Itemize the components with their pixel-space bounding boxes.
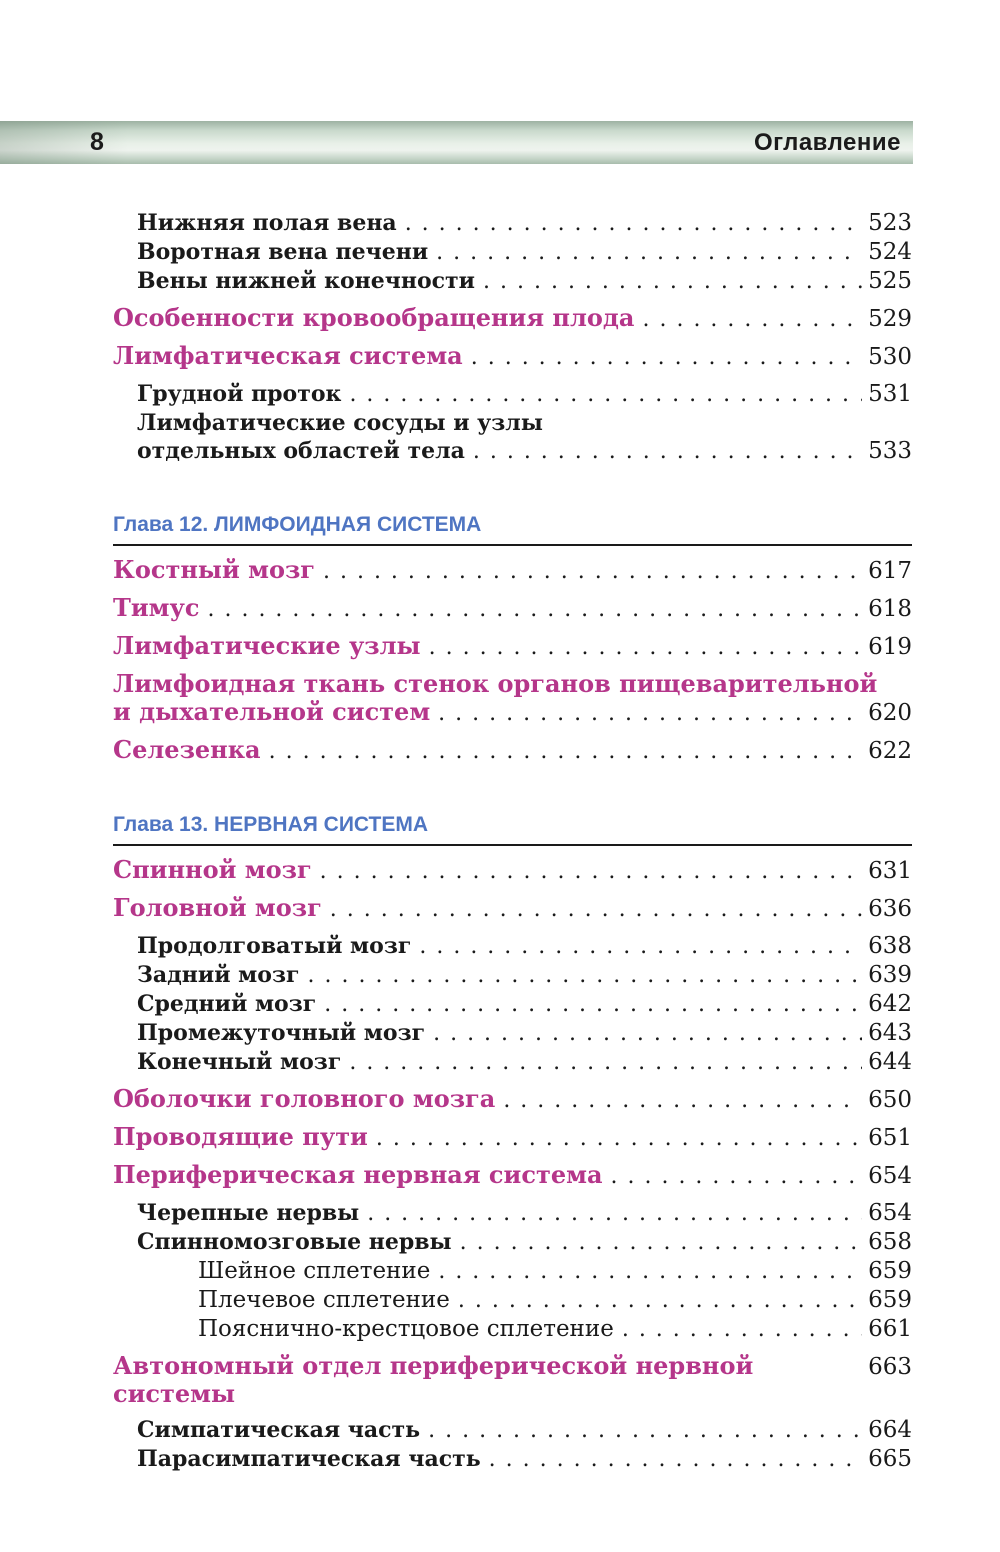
toc-entry-row (113, 736, 912, 766)
toc-entry-row (113, 670, 912, 698)
toc-entry-label: отдельных областей тела (137, 438, 465, 464)
toc-entry-label: Лимфатическая система (113, 341, 463, 370)
toc-entry (113, 209, 912, 238)
toc-entry-label: Спинномозговые нервы (137, 1229, 452, 1255)
toc-entry (113, 990, 912, 1019)
toc-entry-page: 651 (868, 1125, 912, 1151)
toc-entry-label: Симпатическая часть (137, 1417, 421, 1443)
dot-leader (349, 1049, 862, 1077)
toc-entry (113, 594, 912, 624)
toc-entry-label: Средний мозг (137, 991, 317, 1017)
toc-entry-page: 665 (868, 1446, 912, 1472)
toc-entry-row (113, 1161, 912, 1191)
toc-entry-label: и дыхательной систем (113, 697, 431, 726)
toc-entry (113, 1257, 912, 1286)
dot-leader (324, 991, 862, 1019)
dot-leader (489, 1446, 862, 1474)
toc-entry-page: 659 (868, 1287, 912, 1313)
toc-entry-page: 659 (868, 1258, 912, 1284)
toc-entry-label: Проводящие пути (113, 1122, 368, 1151)
dot-leader (269, 738, 862, 766)
chapter-rule (113, 544, 912, 546)
toc-entry-row (113, 1123, 912, 1153)
dot-leader (438, 1258, 862, 1286)
toc-entry-page: 642 (868, 991, 912, 1017)
toc-entry-label: Особенности кровообращения плода (113, 303, 635, 332)
toc-entry-row (198, 1257, 912, 1286)
toc-entry-row (137, 1048, 912, 1077)
toc-entry-label: Тимус (113, 593, 200, 622)
toc-entry-label: Плечевое сплетение (198, 1287, 450, 1313)
toc-entry (113, 409, 912, 466)
toc-entry-page: 654 (868, 1200, 912, 1226)
page-number: 8 (90, 128, 104, 156)
toc-entry (113, 1228, 912, 1257)
toc-entry (113, 304, 912, 334)
toc-entry (113, 1085, 912, 1115)
toc-entry-page: 650 (868, 1087, 912, 1113)
dot-leader (471, 344, 862, 372)
toc-entry (113, 932, 912, 961)
toc-entry-row (113, 856, 912, 886)
toc-entry-label: Пояснично-крестцовое сплетение (198, 1316, 614, 1342)
dot-leader (473, 438, 862, 466)
toc-entry-row (137, 961, 912, 990)
toc-entry (113, 961, 912, 990)
toc-entry-page: 525 (868, 268, 912, 294)
toc-entry-row (137, 1199, 912, 1228)
toc-entry-row (113, 342, 912, 372)
page-header-title: Оглавление (754, 128, 901, 156)
toc-entry-row (113, 1352, 912, 1408)
dot-leader (207, 596, 862, 624)
dot-leader (622, 1316, 862, 1344)
toc-list (113, 209, 912, 1474)
chapter-heading: Глава 13. НЕРВНАЯ СИСТЕМА (113, 813, 429, 836)
toc-entry-page: 529 (868, 306, 912, 332)
toc-entry-page: 638 (868, 933, 912, 959)
toc-entry-row (137, 238, 912, 267)
toc-entry (113, 1048, 912, 1077)
toc-entry-label: Оболочки головного мозга (113, 1084, 496, 1113)
dot-leader (611, 1163, 863, 1191)
toc-entry-page: 639 (868, 962, 912, 988)
toc-entry-row (137, 437, 912, 466)
toc-entry-row (113, 594, 912, 624)
toc-entry-label: Шейное сплетение (198, 1258, 431, 1284)
toc-entry-page: 619 (868, 634, 912, 660)
dot-leader (483, 268, 862, 296)
toc-entry (113, 1161, 912, 1191)
toc-entry-label: Костный мозг (113, 555, 315, 584)
toc-entry (113, 736, 912, 766)
toc-entry-page: 654 (868, 1163, 912, 1189)
dot-leader (376, 1125, 862, 1153)
toc-entry-page: 617 (868, 558, 912, 584)
toc-entry (113, 1315, 912, 1344)
toc-entry-row (137, 1445, 912, 1474)
toc-entry-row (113, 304, 912, 334)
toc-entry (113, 556, 912, 586)
toc-entry-page: 661 (868, 1316, 912, 1342)
toc-entry-row (113, 698, 912, 728)
dot-leader (458, 1287, 862, 1315)
dot-leader (429, 634, 862, 662)
page-header-bar (0, 121, 913, 164)
toc-entry (113, 267, 912, 296)
toc-entry-page: 531 (868, 381, 912, 407)
toc-entry-row (113, 556, 912, 586)
toc-entry-label: Нижняя полая вена (137, 210, 397, 236)
toc-entry-label: Воротная вена печени (137, 239, 429, 265)
toc-entry-row (137, 1019, 912, 1048)
toc-entry (113, 632, 912, 662)
dot-leader (323, 558, 862, 586)
toc-entry-label: Лимфоидная ткань стенок органов пищеварительной (113, 669, 878, 698)
toc-entry-label: Вены нижней конечности (137, 268, 476, 294)
chapter-heading: Глава 12. ЛИМФОИДНАЯ СИСТЕМА (113, 513, 482, 536)
toc-entry (113, 670, 912, 728)
toc-entry-row (113, 632, 912, 662)
toc-entry-label: Черепные нервы (137, 1200, 360, 1226)
toc-entry-label: Периферическая нервная система (113, 1160, 603, 1189)
toc-entry-page: 663 (868, 1354, 912, 1380)
toc-entry-row (137, 380, 912, 409)
toc-entry (113, 1019, 912, 1048)
toc-entry (113, 238, 912, 267)
toc-entry (113, 856, 912, 886)
dot-leader (503, 1087, 862, 1115)
toc-entry (113, 1416, 912, 1445)
toc-entry-label: Промежуточный мозг (137, 1020, 426, 1046)
dot-leader (405, 210, 862, 238)
toc-entry-page: 533 (868, 438, 912, 464)
dot-leader (433, 1020, 862, 1048)
toc-entry-label: Продолговатый мозг (137, 933, 412, 959)
toc-entry (113, 1123, 912, 1153)
dot-leader (330, 896, 862, 924)
toc-entry-label: Задний мозг (137, 962, 300, 988)
toc-entry-page: 618 (868, 596, 912, 622)
toc-entry (113, 380, 912, 409)
toc-entry-row (137, 990, 912, 1019)
toc-entry-row (137, 409, 912, 437)
toc-entry-row (137, 267, 912, 296)
toc-entry (113, 1199, 912, 1228)
dot-leader (419, 933, 862, 961)
dot-leader (349, 381, 862, 409)
toc-entry-page: 620 (868, 700, 912, 726)
toc-entry-label: Парасимпатическая часть (137, 1446, 481, 1472)
toc-entry-row (137, 209, 912, 238)
dot-leader (320, 858, 862, 886)
toc-entry-row (137, 932, 912, 961)
dot-leader (367, 1200, 862, 1228)
toc-entry (113, 1352, 912, 1408)
toc-entry-label: Лимфатические узлы (113, 631, 421, 660)
toc-entry-label: Конечный мозг (137, 1049, 342, 1075)
toc-entry-page: 643 (868, 1020, 912, 1046)
toc-entry-label: Спинной мозг (113, 855, 312, 884)
toc-entry (113, 894, 912, 924)
toc-entry-page: 664 (868, 1417, 912, 1443)
toc-entry-row (198, 1286, 912, 1315)
toc-entry-row (137, 1416, 912, 1445)
toc-entry-page: 644 (868, 1049, 912, 1075)
toc-entry-page: 524 (868, 239, 912, 265)
toc-entry-page: 658 (868, 1229, 912, 1255)
toc-entry-label: Лимфатические сосуды и узлы (137, 410, 543, 436)
toc-entry-label: Головной мозг (113, 893, 322, 922)
chapter-rule (113, 844, 912, 846)
toc-entry-row (198, 1315, 912, 1344)
toc-entry (113, 1286, 912, 1315)
toc-entry-row (137, 1228, 912, 1257)
toc-entry-label: Грудной проток (137, 381, 342, 407)
dot-leader (436, 239, 862, 267)
toc-entry-page: 631 (868, 858, 912, 884)
toc-entry-row (113, 1085, 912, 1115)
dot-leader (308, 962, 863, 990)
toc-entry-page: 622 (868, 738, 912, 764)
toc-entry-page: 636 (868, 896, 912, 922)
dot-leader (642, 306, 862, 334)
toc-entry-page: 523 (868, 210, 912, 236)
toc-entry-page: 530 (868, 344, 912, 370)
toc-entry-label: Селезенка (113, 735, 261, 764)
toc-entry-label: Автономный отдел периферической нервной системы (113, 1351, 754, 1408)
dot-leader (428, 1417, 862, 1445)
toc-entry (113, 342, 912, 372)
dot-leader (460, 1229, 862, 1257)
dot-leader (438, 700, 862, 728)
toc-entry (113, 1445, 912, 1474)
toc-entry-row (113, 894, 912, 924)
